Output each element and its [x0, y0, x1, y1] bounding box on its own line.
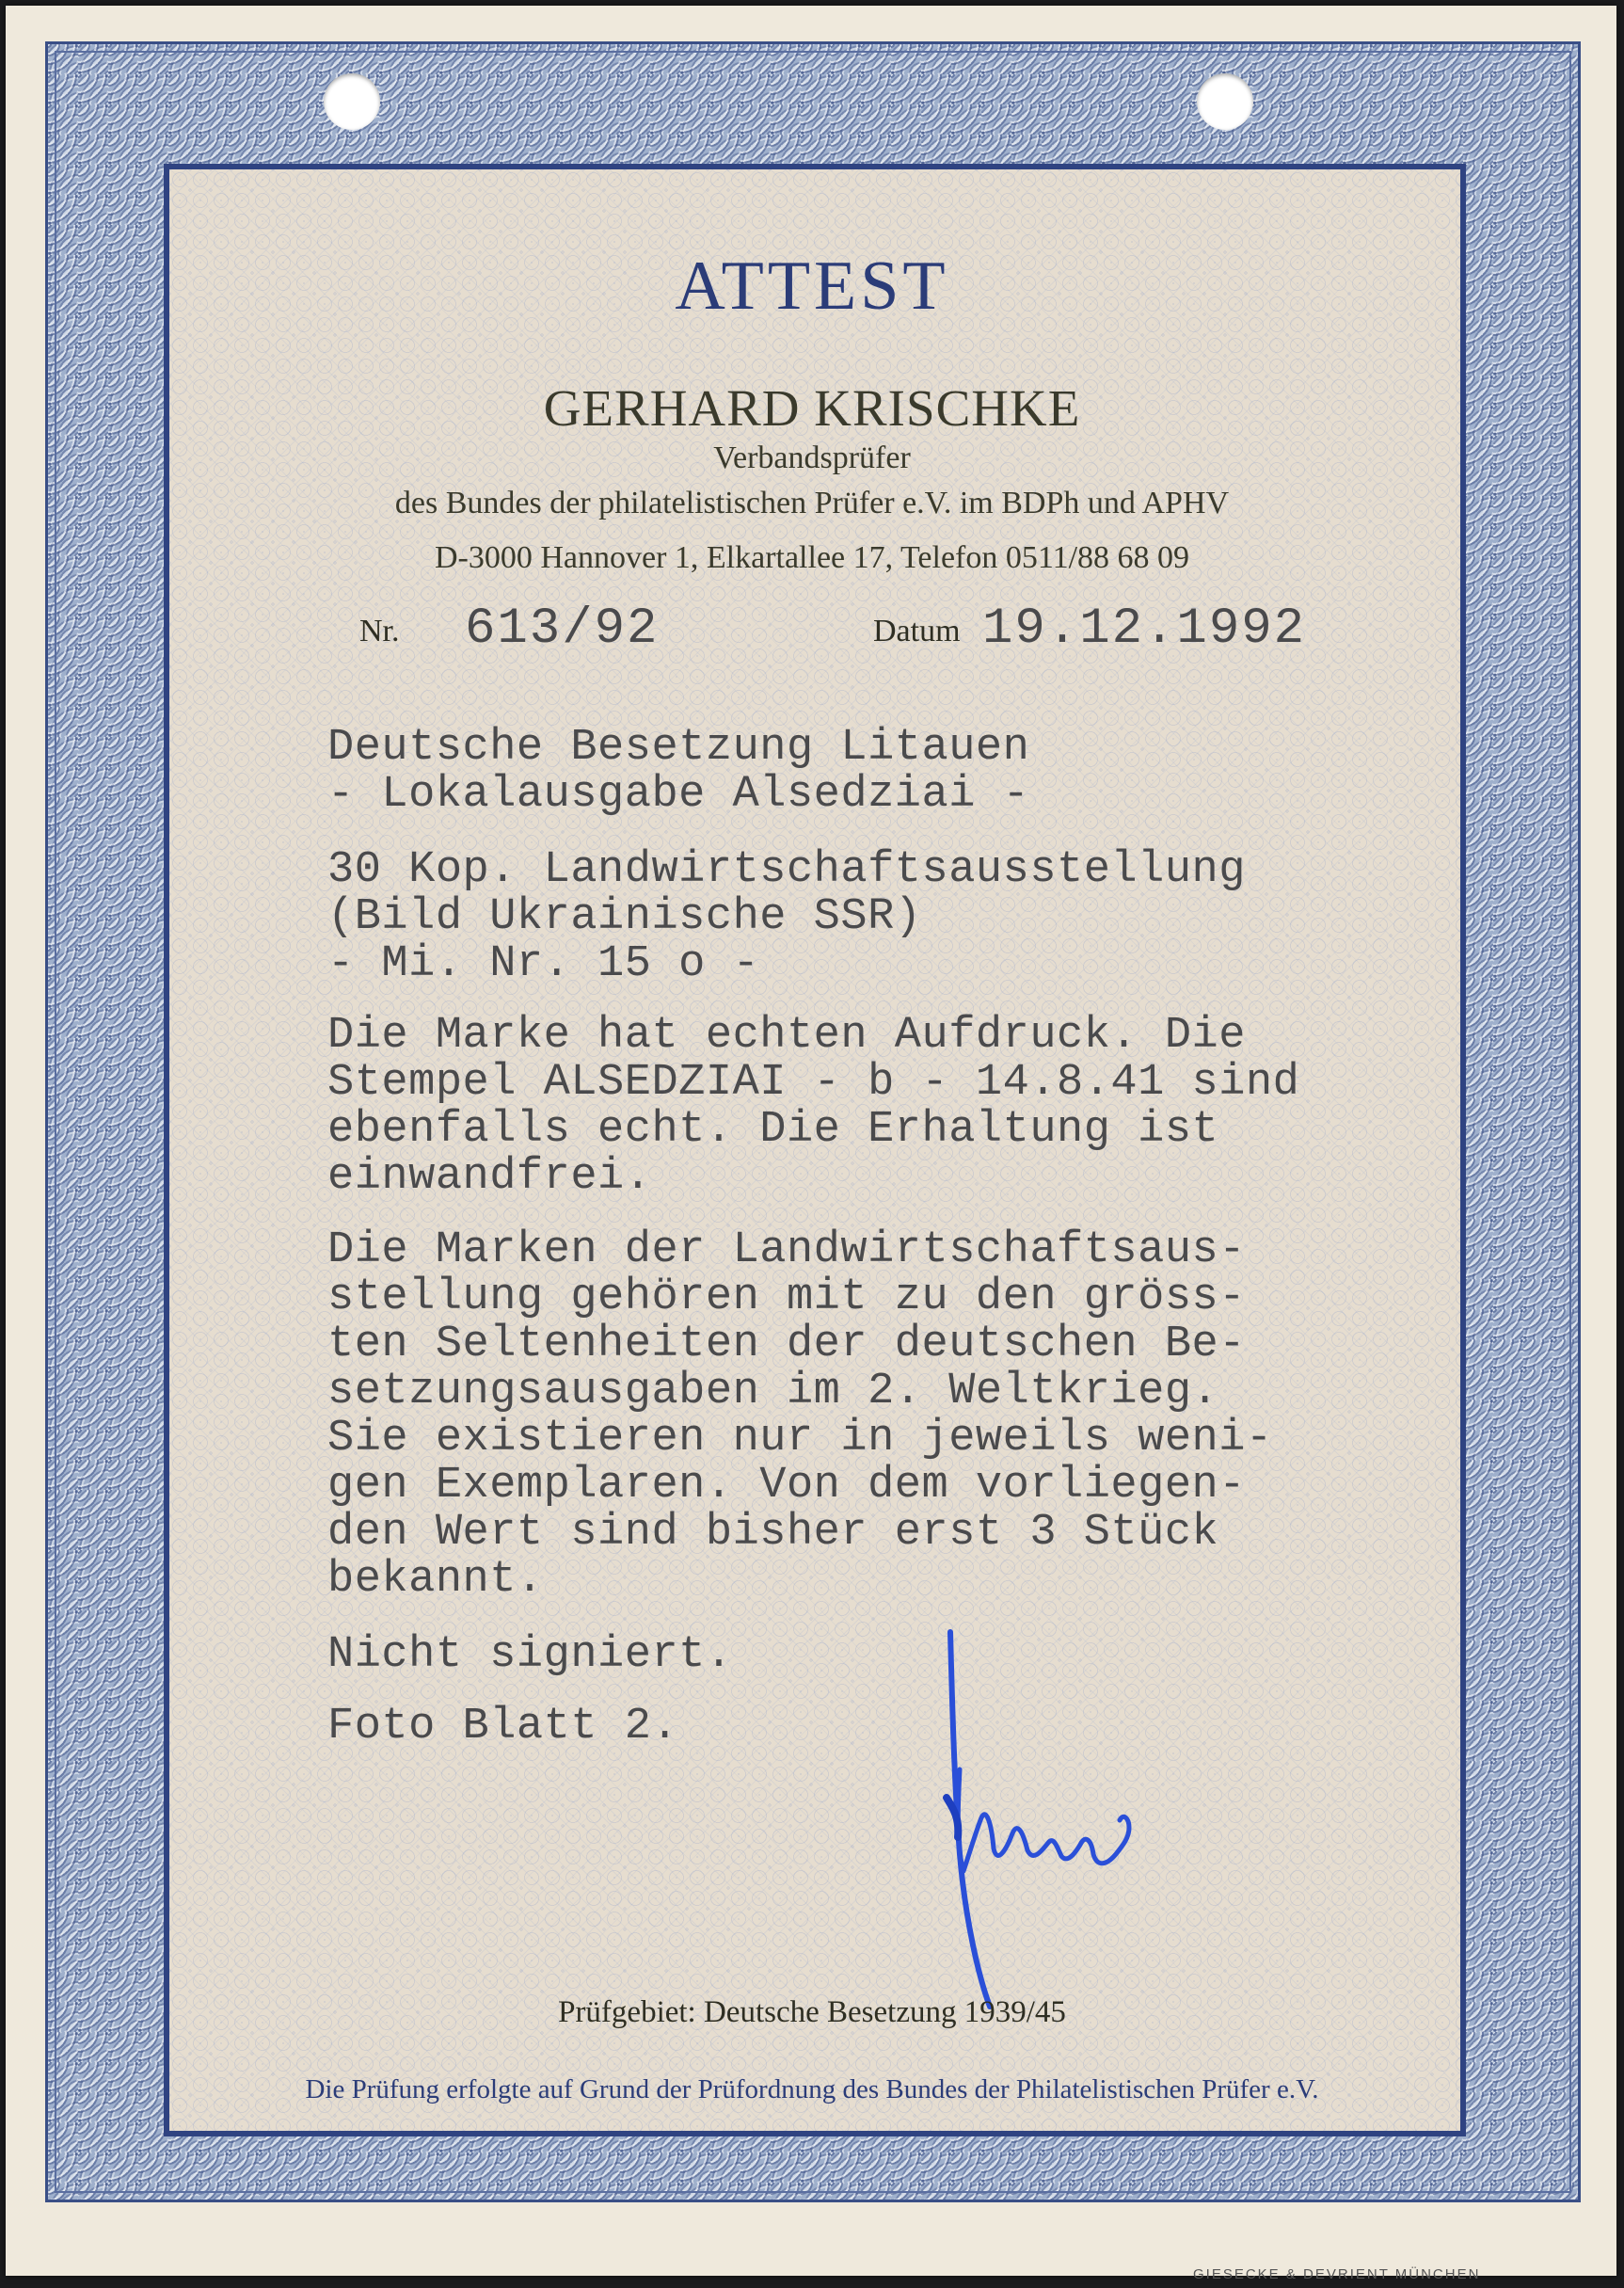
examiner-address: D-3000 Hannover 1, Elkartallee 17, Telefon 0511/88 68 09: [434, 540, 1190, 575]
datum-label: Datum: [873, 614, 961, 648]
examiner-association: des Bundes der philatelistischen Prüfer e.V. im BDPh und APHV: [394, 486, 1230, 520]
nr-label: Nr.: [359, 614, 400, 648]
footer-note: Die Prüfung erfolgte auf Grund der Prüfordnung des Bundes der Philatelistischen Prüfer e.V.: [305, 2074, 1319, 2104]
body-line: [327, 1272, 1246, 1322]
body-line: einwandfrei.: [327, 1152, 652, 1202]
punch-hole-right: [1197, 73, 1253, 130]
body-line: ebenfalls echt. Die Erhaltung ist: [327, 1105, 1219, 1155]
certificate-title: ATTEST: [675, 248, 949, 325]
body-line: Die Marken der Landwirtschaftsaus-: [327, 1225, 1246, 1275]
body-line: setzungsausgaben im 2. Weltkrieg.: [327, 1367, 1219, 1416]
examiner-role: Verbandsprüfer: [713, 440, 911, 475]
exam-area: Prüfgebiet: Deutsche Besetzung 1939/45: [558, 1995, 1066, 2029]
body-line: (Bild Ukrainische SSR): [327, 892, 922, 942]
body-line-part: ss-: [1164, 1272, 1246, 1322]
printer-mark: GIESECKE & DEVRIENT MÜNCHEN: [1193, 2266, 1481, 2282]
body-line: Nicht signiert.: [327, 1630, 733, 1680]
body-line: den Wert sind bisher erst 3 Stück: [327, 1508, 1219, 1558]
body-line-part: stellung gehören mit zu den grö: [327, 1272, 1165, 1322]
punch-hole-left: [324, 73, 380, 130]
signature-icon: [931, 1619, 1157, 2014]
body-line: - Mi. Nr. 15 o -: [327, 939, 760, 989]
body-line: 30 Kop. Landwirtschaftsausstellung: [327, 845, 1246, 895]
body-line: bekannt.: [327, 1555, 544, 1605]
body-line: gen Exemplaren. Von dem vorliegen-: [327, 1461, 1246, 1511]
body-line: - Lokalausgabe Alsedziai -: [327, 770, 1030, 820]
examiner-name: GERHARD KRISCHKE: [543, 379, 1081, 437]
body-line: Foto Blatt 2.: [327, 1702, 679, 1752]
body-line: Deutsche Besetzung Litauen: [327, 723, 1030, 773]
datum-value: 19.12.1992: [982, 600, 1307, 658]
nr-value: 613/92: [465, 600, 660, 658]
body-line: Stempel ALSEDZIAI - b - 14.8.41 sind: [327, 1058, 1300, 1108]
body-line: ten Seltenheiten der deutschen Be-: [327, 1320, 1246, 1369]
body-line: Die Marke hat echten Aufdruck. Die: [327, 1011, 1246, 1061]
body-line: Sie existieren nur in jeweils weni-: [327, 1414, 1273, 1464]
